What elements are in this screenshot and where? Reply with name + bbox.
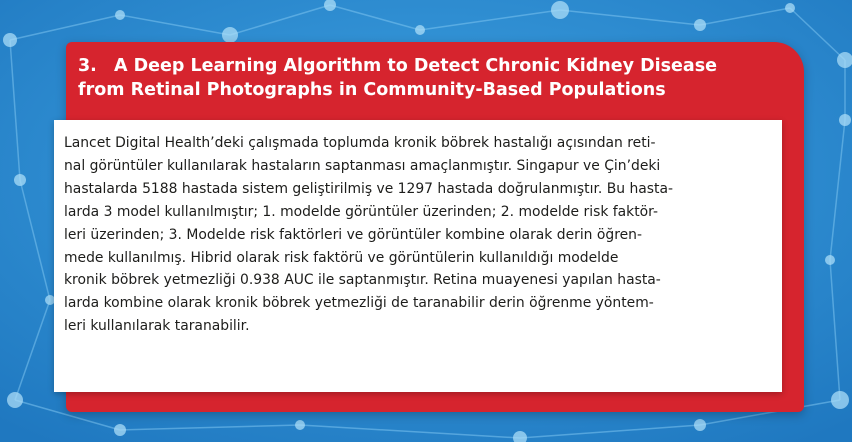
body-line: larda 3 model kullanılmıştır; 1. modelde görüntüler üzerinden; 2. modelde risk faktör- <box>64 203 658 220</box>
body-line: kronik böbrek yetmezliği 0.938 AUC ile saptanmıştır. Retina muayenesi yapılan hasta- <box>64 272 661 289</box>
body-line: larda kombine olarak kronik böbrek yetmezliği de taranabilir derin öğrenme yöntem- <box>64 295 654 312</box>
article-title-line-1: A Deep Learning Algorithm to Detect Chronic Kidney Disease <box>114 56 718 76</box>
article-heading <box>78 54 758 102</box>
article-card <box>66 42 804 412</box>
article-body <box>64 132 772 338</box>
body-line: leri kullanılarak taranabilir. <box>64 318 250 335</box>
body-line: nal görüntüler kullanılarak hastaların saptanması amaçlanmıştır. Singapur ve Çin’deki <box>64 157 661 174</box>
body-line: Lancet Digital Health’deki çalışmada toplumda kronik böbrek hastalığı açısından reti- <box>64 135 656 151</box>
article-title-line-2: from Retinal Photographs in Community-Based Populations <box>78 80 666 100</box>
body-line: hastalarda 5188 hastada sistem geliştirilmiş ve 1297 hastada doğrulanmıştır. Bu hasta- <box>64 180 673 197</box>
body-line: leri üzerinden; 3. Modelde risk faktörleri ve görüntüler kombine olarak derin öğren- <box>64 226 642 243</box>
article-body-box <box>54 120 782 392</box>
body-line: mede kullanılmış. Hibrid olarak risk faktörü ve görüntülerin kullanıldığı modelde <box>64 249 619 266</box>
article-number: 3. <box>78 56 97 76</box>
